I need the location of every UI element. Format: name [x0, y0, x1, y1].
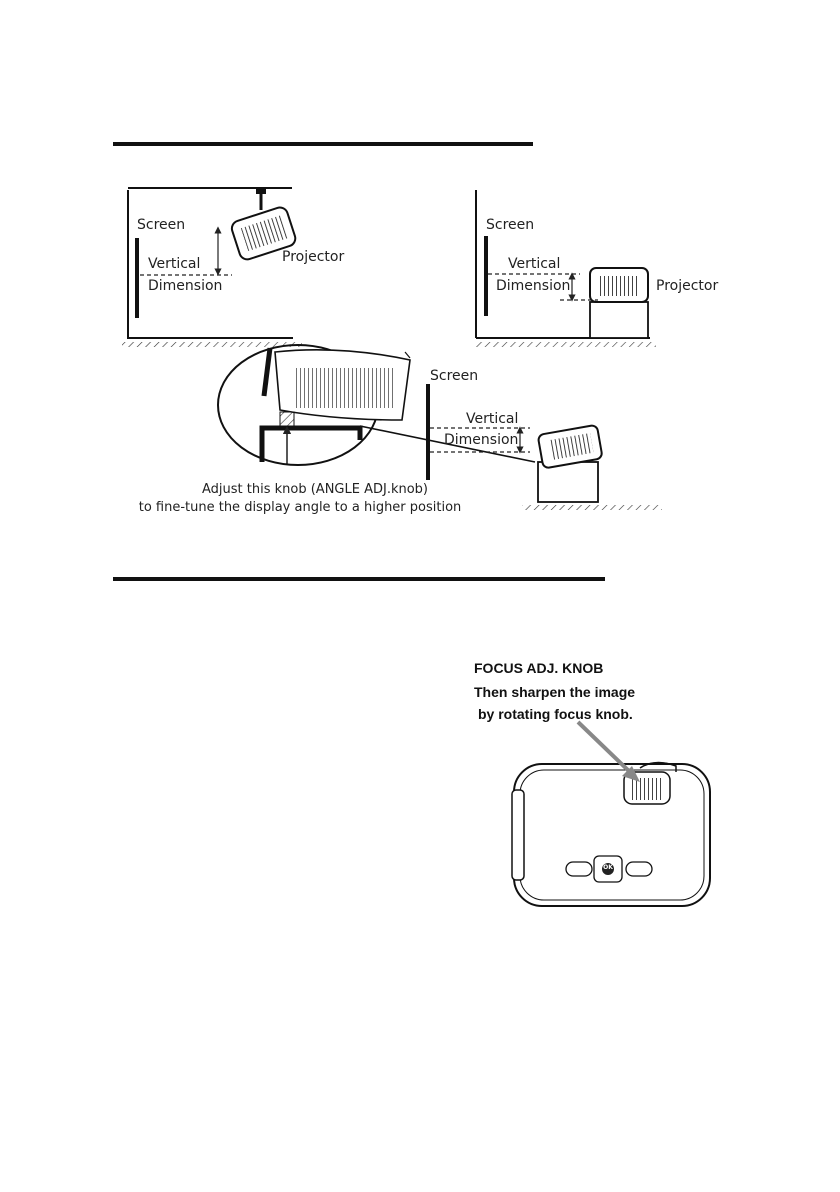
ceiling-projector-label: Projector [282, 249, 345, 265]
ceiling-dimension-label: Dimension [148, 278, 223, 294]
focus-desc-line-2: by rotating focus knob. [478, 706, 633, 722]
table-projector-label: Projector [656, 278, 719, 294]
ok-key-label: OK [603, 864, 613, 871]
table-box [590, 302, 648, 338]
table-mount-figure [476, 190, 656, 347]
angle-dimension-label: Dimension [444, 432, 519, 448]
ceiling-screen-label: Screen [137, 217, 186, 233]
focus-desc-line-1: Then sharpen the image [474, 684, 636, 700]
table-screen-label: Screen [486, 217, 535, 233]
table-vertical-label: Vertical [508, 256, 561, 272]
ceiling-vertical-label: Vertical [148, 256, 201, 272]
focus-title: FOCUS ADJ. KNOB [474, 660, 604, 676]
angle-caption-line-1: Adjust this knob (ANGLE ADJ.knob) [202, 482, 428, 497]
angle-screen-label: Screen [430, 368, 479, 384]
angle-caption-line-2: to fine-tune the display angle to a higher position [138, 500, 462, 515]
angle-vertical-label: Vertical [466, 411, 519, 427]
focus-projector-top-view [512, 722, 710, 906]
table-projector-icon [590, 268, 648, 302]
table-dimension-label: Dimension [496, 278, 571, 294]
